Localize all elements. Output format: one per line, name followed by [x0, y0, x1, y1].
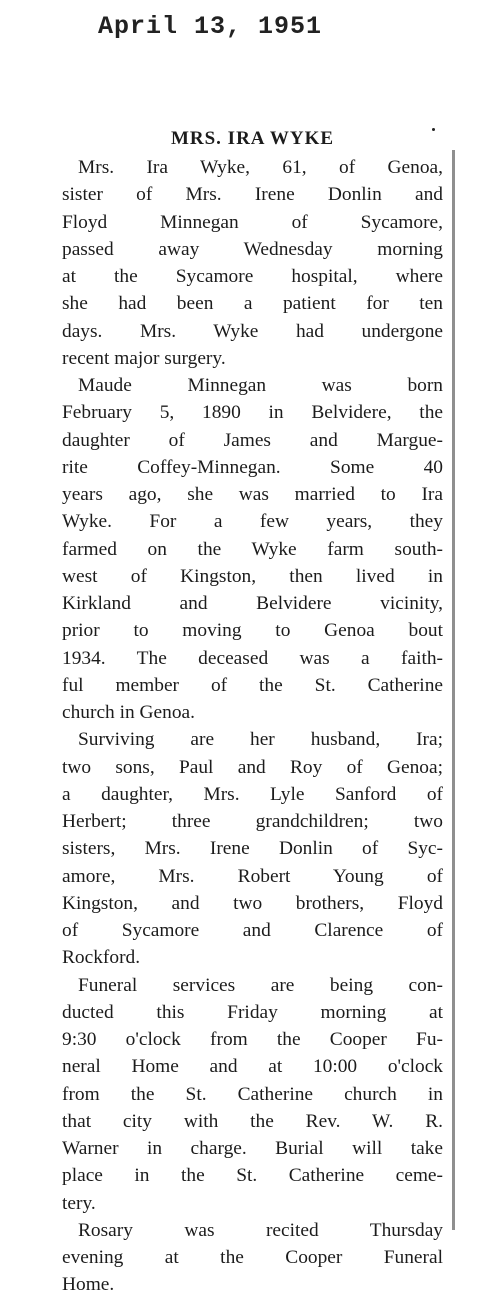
article-body [62, 154, 443, 1299]
paragraph-line: 9:30 o'clock from the Cooper Fu- [62, 1029, 443, 1050]
paragraph-line: days. Mrs. Wyke had undergone [62, 320, 443, 342]
paragraph-line: Rosary was recited Thursday [78, 1219, 443, 1241]
clipping-date: April 13, 1951 [98, 12, 323, 41]
paragraph-line: February 5, 1890 in Belvidere, the [62, 402, 443, 424]
paragraph-line: ducted this Friday morning at [62, 1001, 443, 1023]
paragraph-line: amore, Mrs. Robert Young of [62, 865, 443, 887]
paragraph-line: Funeral services are being con- [78, 974, 443, 996]
paragraph-line: Floyd Minnegan of Sycamore, [62, 211, 443, 233]
paragraph-line: a daughter, Mrs. Lyle Sanford of [62, 783, 443, 805]
paragraph-line: recent major surgery. [62, 347, 226, 369]
paragraph-line: that city with the Rev. W. R. [62, 1110, 443, 1132]
paragraph-line: Home. [62, 1274, 115, 1296]
paragraph-line: tery. [62, 1192, 96, 1214]
article-paragraph [62, 1217, 443, 1299]
obituary-article [62, 126, 443, 1299]
obituary-headline: MRS. IRA WYKE [170, 128, 335, 149]
paragraph-line: sisters, Mrs. Irene Donlin of Syc- [62, 838, 443, 860]
article-paragraph [62, 154, 443, 372]
paragraph-line: ful member of the St. Catherine [62, 674, 443, 696]
paragraph-line: church in Genoa. [62, 702, 195, 723]
paragraph-line: place in the St. Catherine ceme- [62, 1165, 443, 1187]
paragraph-line: Maude Minnegan was born [78, 375, 443, 396]
paragraph-line: Kingston, and two brothers, Floyd [62, 892, 443, 914]
paragraph-line: Surviving are her husband, Ira; [78, 729, 443, 751]
paragraph-line: years ago, she was married to Ira [62, 484, 443, 505]
paragraph-line: Wyke. For a few years, they [62, 511, 443, 533]
paragraph-line: prior to moving to Genoa bout [62, 620, 443, 642]
paragraph-line: at the Sycamore hospital, where [62, 266, 443, 287]
paragraph-line: daughter of James and Margue- [62, 429, 443, 451]
paragraph-line: Kirkland and Belvidere vicinity, [62, 593, 443, 614]
clipping-edge [452, 150, 455, 1230]
paragraph-line: Herbert; three grandchildren; two [62, 811, 443, 832]
paragraph-line: from the St. Catherine church in [62, 1083, 443, 1105]
article-paragraph [62, 972, 443, 1217]
paragraph-line: west of Kingston, then lived in [62, 565, 443, 587]
paragraph-line: two sons, Paul and Roy of Genoa; [62, 756, 443, 778]
paragraph-line: neral Home and at 10:00 o'clock [62, 1056, 443, 1078]
paragraph-line: passed away Wednesday morning [62, 238, 443, 260]
paragraph-line: sister of Mrs. Irene Donlin and [62, 184, 443, 206]
paragraph-line: Mrs. Ira Wyke, 61, of Genoa, [78, 157, 443, 178]
paragraph-line: Warner in charge. Burial will take [62, 1138, 443, 1159]
paragraph-line: 1934. The deceased was a faith- [62, 647, 443, 669]
paragraph-line: evening at the Cooper Funeral [62, 1247, 443, 1268]
article-paragraph [62, 726, 443, 971]
paragraph-line: farmed on the Wyke farm south- [62, 538, 443, 560]
paragraph-line: rite Coffey-Minnegan. Some 40 [62, 456, 443, 478]
paragraph-line: Rockford. [62, 947, 141, 969]
article-paragraph [62, 372, 443, 726]
paragraph-line: of Sycamore and Clarence of [62, 920, 443, 941]
paragraph-line: she had been a patient for ten [62, 293, 443, 315]
